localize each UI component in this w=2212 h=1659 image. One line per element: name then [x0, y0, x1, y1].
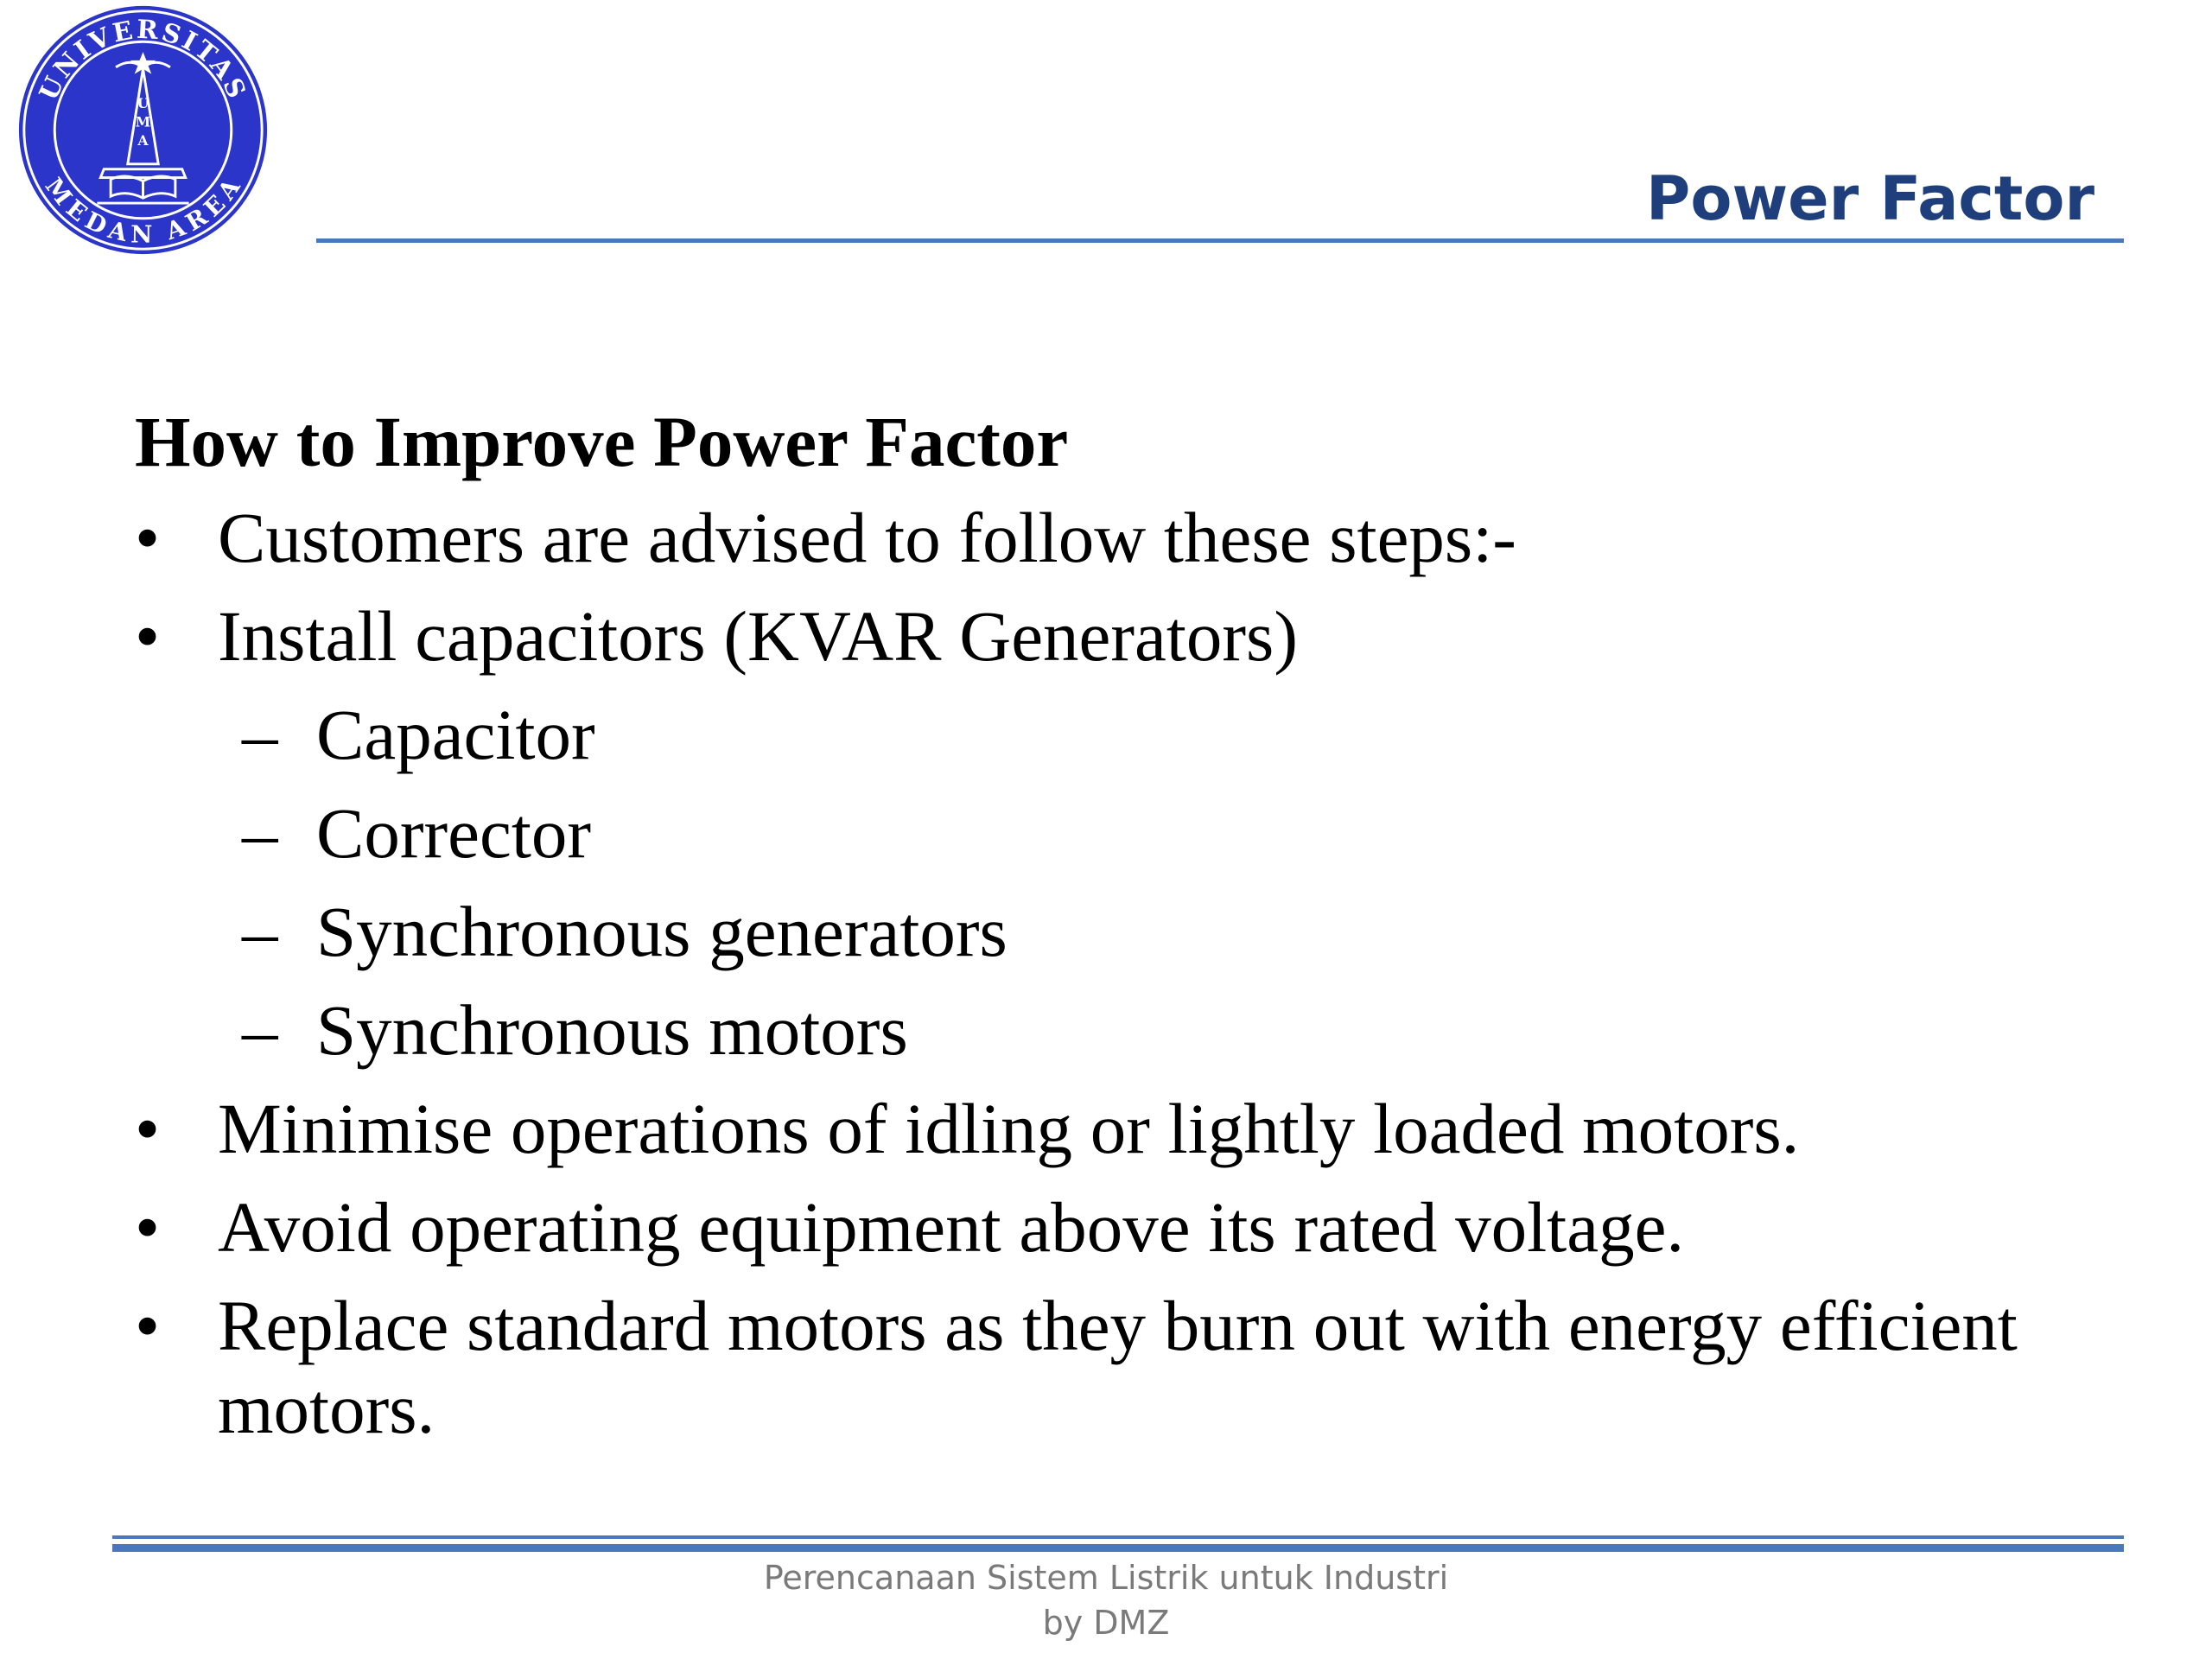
footer-divider-thick: [112, 1544, 2124, 1552]
list-item-text: Install capacitors (KVAR Generators): [218, 596, 1298, 676]
university-logo: [16, 3, 270, 257]
bullet-icon: •: [135, 1187, 161, 1267]
sub-list-item: [135, 791, 2122, 874]
sub-list-item: [135, 988, 2122, 1071]
list-item-text: Minimise operations of idling or lightly loaded motors.: [218, 1089, 1800, 1168]
section-heading: How to Improve Power Factor: [135, 402, 1069, 481]
footer-author: by DMZ: [1042, 1604, 1170, 1642]
sub-list-item: [135, 693, 2122, 776]
university-seal-icon: [16, 3, 270, 257]
dash-icon: –: [242, 892, 278, 971]
footer: [0, 1555, 2212, 1645]
sub-list-item-text: Capacitor: [316, 695, 595, 774]
bullet-icon: •: [135, 498, 161, 577]
sub-list-item: [135, 890, 2122, 973]
sub-list-item-text: Corrector: [316, 793, 592, 873]
dash-icon: –: [242, 695, 278, 774]
sub-list-item-text: Synchronous motors: [316, 990, 908, 1070]
svg-text:U: U: [137, 94, 149, 111]
bullet-icon: •: [135, 1286, 161, 1365]
header-divider: [316, 238, 2124, 243]
list-item-text: Replace standard motors as they burn out with energy efficient motors.: [218, 1286, 2018, 1448]
dash-icon: –: [242, 793, 278, 873]
svg-text:MEDAN AREA: MEDAN AREA: [39, 172, 247, 249]
list-item: [135, 1185, 2122, 1268]
svg-text:M: M: [135, 113, 151, 130]
list-item: [135, 1087, 2122, 1170]
list-item: [135, 1284, 2122, 1450]
svg-text:A: A: [137, 132, 149, 149]
footer-course-title: Perencanaan Sistem Listrik untuk Industri: [763, 1559, 1449, 1597]
slide-title: Power Factor: [1646, 163, 2094, 234]
list-item-text: Customers are advised to follow these steps:-: [218, 498, 1516, 577]
footer-divider-thin: [112, 1535, 2124, 1539]
sub-list-item-text: Synchronous generators: [316, 892, 1007, 971]
list-item: [135, 594, 2122, 677]
list-item-text: Avoid operating equipment above its rated voltage.: [218, 1187, 1685, 1267]
dash-icon: –: [242, 990, 278, 1070]
svg-text:UNIVERSITAS: UNIVERSITAS: [32, 13, 254, 105]
bullet-icon: •: [135, 1089, 161, 1168]
slide-body: [135, 397, 2122, 1465]
bullet-icon: •: [135, 596, 161, 676]
list-item: [135, 496, 2122, 579]
